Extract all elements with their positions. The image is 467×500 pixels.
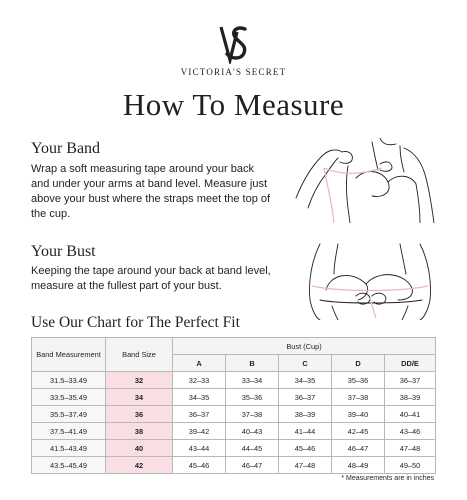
section-text-bust: Keeping the tape around your back at band level, measure at the fullest part of your bust. bbox=[31, 265, 271, 292]
section-text-band: Wrap a soft measuring tape around your back and under your arms at band level. Measure just above your bust where the straps meet the top of the cup. bbox=[31, 163, 271, 220]
band-size-header: Band Size bbox=[106, 338, 173, 372]
cup-header-c: C bbox=[279, 355, 332, 372]
cup-cell: 43–46 bbox=[385, 423, 436, 440]
table-row bbox=[32, 457, 436, 474]
band-size-cell: 34 bbox=[106, 389, 173, 406]
band-size-cell: 42 bbox=[106, 457, 173, 474]
cup-cell: 38–39 bbox=[385, 389, 436, 406]
cup-cell: 46–47 bbox=[226, 457, 279, 474]
band-size-cell: 32 bbox=[106, 372, 173, 389]
cup-cell: 45–46 bbox=[173, 457, 226, 474]
band-size-cell: 38 bbox=[106, 423, 173, 440]
bust-cup-header: Bust (Cup) bbox=[173, 338, 436, 355]
table-row bbox=[32, 423, 436, 440]
band-measurement-cell: 43.5–45.49 bbox=[32, 457, 106, 474]
cup-cell: 44–45 bbox=[226, 440, 279, 457]
cup-cell: 38–39 bbox=[279, 406, 332, 423]
measurement-note: * Measurements are in inches bbox=[341, 475, 434, 482]
table-row bbox=[32, 372, 436, 389]
cup-cell: 35–36 bbox=[226, 389, 279, 406]
section-title-bust: Your Bust bbox=[31, 243, 96, 260]
cup-cell: 46–47 bbox=[332, 440, 385, 457]
cup-cell: 37–38 bbox=[226, 406, 279, 423]
chart-title: Use Our Chart for The Perfect Fit bbox=[31, 314, 240, 331]
band-size-cell: 40 bbox=[106, 440, 173, 457]
band-measurement-cell: 33.5–35.49 bbox=[32, 389, 106, 406]
cup-cell: 49–50 bbox=[385, 457, 436, 474]
cup-cell: 39–42 bbox=[173, 423, 226, 440]
brand-logo bbox=[0, 24, 467, 64]
band-measurement-cell: 41.5–43.49 bbox=[32, 440, 106, 457]
cup-cell: 47–48 bbox=[279, 457, 332, 474]
cup-header-d: D bbox=[332, 355, 385, 372]
band-measurement-header: Band Measurement bbox=[32, 338, 106, 372]
page-title: How To Measure bbox=[122, 87, 345, 122]
band-measurement-cell: 31.5–33.49 bbox=[32, 372, 106, 389]
table-row bbox=[32, 389, 436, 406]
cup-cell: 37–38 bbox=[332, 389, 385, 406]
cup-cell: 33–34 bbox=[226, 372, 279, 389]
cup-cell: 39–40 bbox=[332, 406, 385, 423]
cup-cell: 45–46 bbox=[279, 440, 332, 457]
brand-name: VICTORIA'S SECRET bbox=[180, 67, 287, 77]
bust-measure-illustration bbox=[300, 240, 440, 320]
band-measurement-cell: 37.5–41.49 bbox=[32, 423, 106, 440]
band-measure-illustration bbox=[288, 138, 448, 223]
cup-cell: 40–41 bbox=[385, 406, 436, 423]
cup-cell: 42–45 bbox=[332, 423, 385, 440]
band-size-cell: 36 bbox=[106, 406, 173, 423]
cup-header-dde: DD/E bbox=[385, 355, 436, 372]
vs-monogram-icon bbox=[217, 24, 251, 64]
size-chart-table bbox=[31, 337, 436, 474]
cup-header-b: B bbox=[226, 355, 279, 372]
cup-cell: 48–49 bbox=[332, 457, 385, 474]
band-measurement-cell: 35.5–37.49 bbox=[32, 406, 106, 423]
cup-cell: 34–35 bbox=[173, 389, 226, 406]
table-row bbox=[32, 406, 436, 423]
cup-cell: 35–36 bbox=[332, 372, 385, 389]
cup-cell: 36–37 bbox=[173, 406, 226, 423]
cup-cell: 36–37 bbox=[385, 372, 436, 389]
cup-header-a: A bbox=[173, 355, 226, 372]
cup-cell: 43–44 bbox=[173, 440, 226, 457]
cup-cell: 34–35 bbox=[279, 372, 332, 389]
cup-cell: 36–37 bbox=[279, 389, 332, 406]
cup-cell: 47–48 bbox=[385, 440, 436, 457]
table-row bbox=[32, 440, 436, 457]
section-title-band: Your Band bbox=[31, 140, 101, 157]
cup-cell: 40–43 bbox=[226, 423, 279, 440]
cup-cell: 41–44 bbox=[279, 423, 332, 440]
cup-cell: 32–33 bbox=[173, 372, 226, 389]
